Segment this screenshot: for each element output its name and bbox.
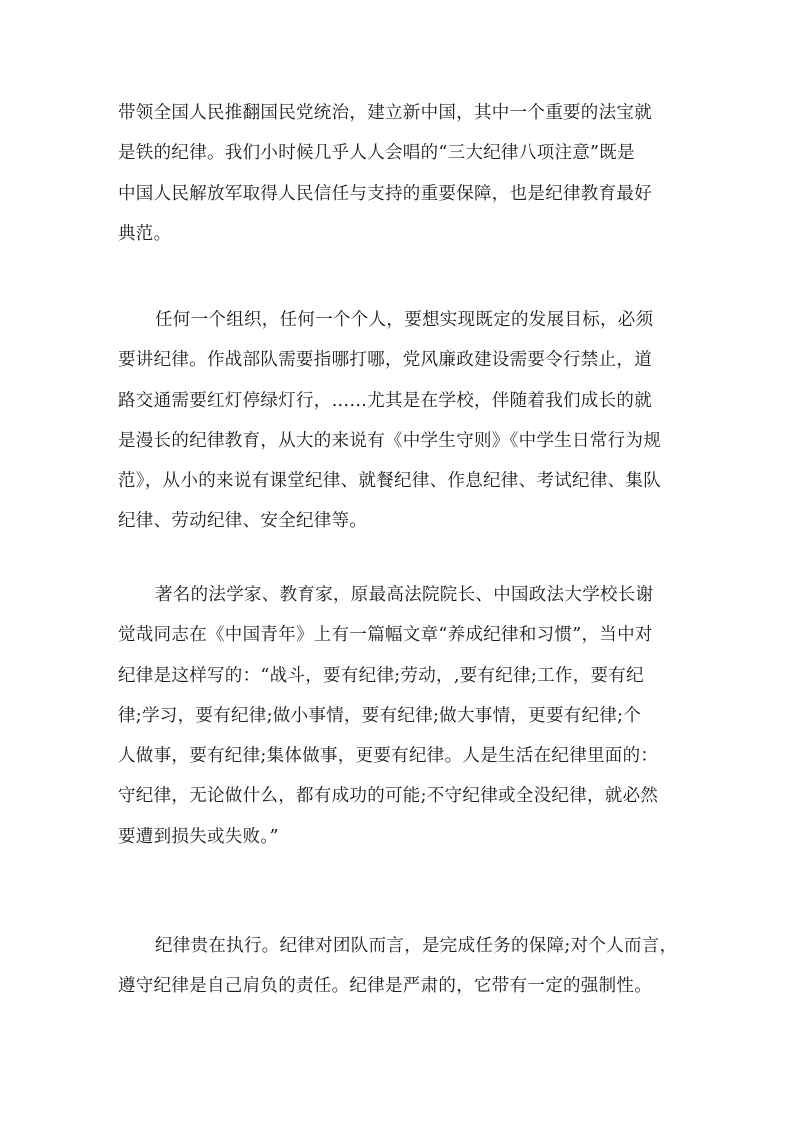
text-line: 典范。: [118, 223, 172, 244]
text-line: 纪律贵在执行。纪律对团队而言，是完成任务的保障;对个人而言，: [155, 936, 678, 956]
text-line: 是铁的纪律。我们小时候几乎人人会唱的“三大纪律八项注意”既是: [118, 143, 635, 164]
text-line: 任何一个组织，任何一个个人，要想实现既定的发展目标，必须: [155, 310, 654, 330]
text-line: 人做事，要有纪律;集体做事，更要有纪律。人是生活在纪律里面的：: [118, 746, 659, 767]
text-line: 觉哉同志在《中国青年》上有一篇幅文章“养成纪律和习惯”，当中对: [118, 625, 653, 646]
text-line: 纪律、劳动纪律、安全纪律等。: [118, 511, 368, 532]
text-line: 中国人民解放军取得人民信任与支持的重要保障，也是纪律教育最好: [118, 183, 652, 204]
text-line: 是漫长的纪律教育，从大的来说有《中学生守则》《中学生日常行为规: [118, 430, 662, 451]
text-line: 带领全国人民推翻国民党统治，建立新中国，其中一个重要的法宝就: [118, 103, 652, 123]
text-line: 路交通需要红灯停绿灯行，……尤其是在学校，伴随着我们成长的就: [118, 390, 652, 411]
paragraph-1: [118, 93, 678, 254]
paragraph-2: [118, 300, 678, 542]
text-line: 守纪律，无论做什么，都有成功的可能;不守纪律或全没纪律，就必然: [118, 786, 659, 807]
text-line: 纪律是这样写的：“战斗，要有纪律;劳动，,要有纪律;工作，要有纪: [118, 665, 644, 686]
text-line: 著名的法学家、教育家，原最高法院院长、中国政法大学校长谢: [155, 585, 654, 605]
paragraph-4: [118, 926, 678, 1007]
text-line: 范》，从小的来说有课堂纪律、就餐纪律、作息纪律、考试纪律、集队: [118, 471, 662, 492]
paragraph-3: [118, 575, 678, 857]
text-line: 要讲纪律。作战部队需要指哪打哪，党风廉政建设需要令行禁止，道: [118, 350, 652, 371]
text-line: 遵守纪律是自己肩负的责任。纪律是严肃的，它带有一定的强制性。: [118, 976, 652, 997]
text-line: 要遭到损失或失败。”: [118, 826, 279, 847]
text-line: 律;学习，要有纪律;做小事情，要有纪律;做大事情，更要有纪律;个: [118, 705, 642, 726]
